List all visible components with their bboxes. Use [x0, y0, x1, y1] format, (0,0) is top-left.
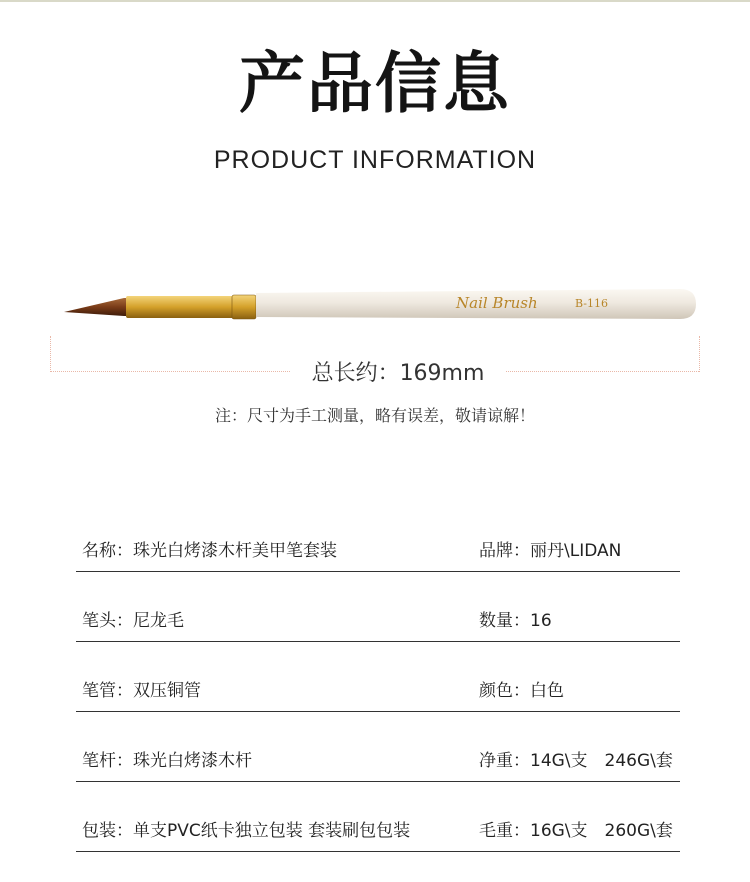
- spec-quantity: 数量：16: [479, 611, 552, 631]
- spec-handle: 笔杆：珠光白烤漆木杆: [82, 751, 252, 771]
- total-length-label: 总长约：169mm: [311, 361, 485, 386]
- dimension-line-left: [50, 371, 290, 372]
- nail-brush-image: [60, 284, 700, 324]
- spec-row: [76, 572, 680, 642]
- ferrule: [126, 296, 238, 318]
- page-subtitle: PRODUCT INFORMATION: [213, 146, 537, 174]
- spec-row: [76, 642, 680, 712]
- nail-brush-illustration: [60, 284, 700, 324]
- spec-name: 名称：珠光白烤漆木杆美甲笔套装: [82, 541, 337, 561]
- dimension-guide-right: [699, 336, 700, 372]
- spec-net-weight: 净重：14G\支 246G\套: [479, 751, 673, 771]
- spec-row: [76, 712, 680, 782]
- dimension-guide-left: [50, 336, 51, 372]
- spec-brush-head: 笔头：尼龙毛: [82, 611, 184, 631]
- spec-row: [76, 782, 680, 852]
- brush-model-text: B-116: [575, 297, 608, 310]
- spec-packaging: 包装：单支PVC纸卡独立包装 套装刷包包装: [82, 821, 411, 841]
- spec-table: [76, 502, 680, 852]
- measurement-note: 注：尺寸为手工测量，略有误差，敬请谅解！: [214, 406, 535, 425]
- top-border-line: [0, 0, 750, 2]
- ferrule-crimp: [232, 295, 256, 319]
- dimension-line-right: [506, 371, 699, 372]
- spec-brand: 品牌：丽丹\LIDAN: [479, 541, 622, 561]
- page-title: 产品信息: [239, 45, 511, 122]
- spec-ferrule: 笔管：双压铜管: [82, 681, 201, 701]
- spec-row: [76, 502, 680, 572]
- spec-color: 颜色：白色: [479, 681, 564, 701]
- spec-gross-weight: 毛重：16G\支 260G\套: [479, 821, 673, 841]
- bristle-tip: [64, 298, 128, 316]
- brush-label-text: Nail Brush: [456, 294, 538, 312]
